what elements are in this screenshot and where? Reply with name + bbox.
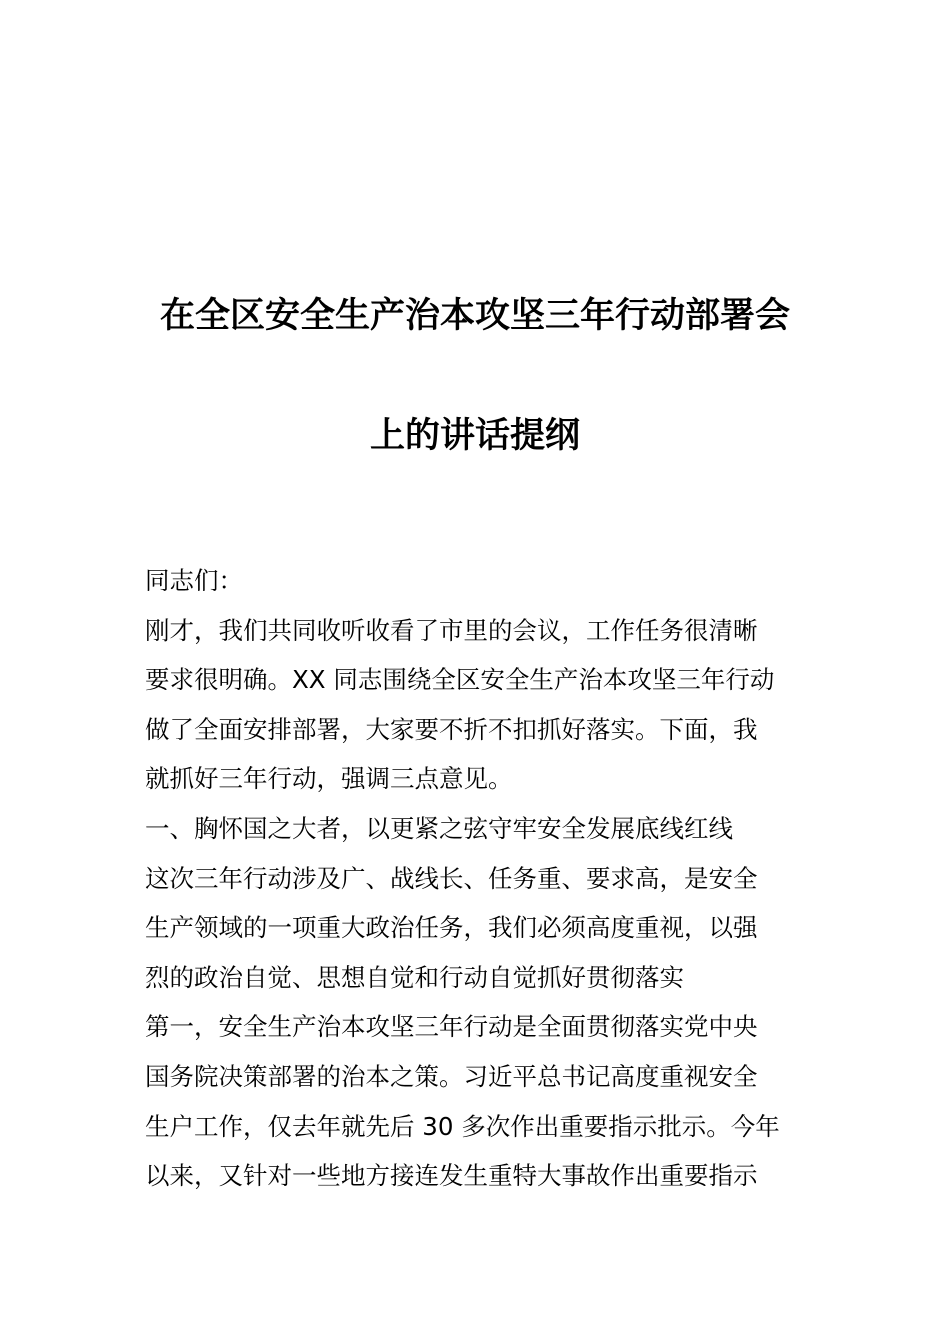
- body-line: 以来，又针对一些地方接连发生重特大事故作出重要指示: [145, 1161, 758, 1191]
- body-line: 烈的政治自觉、思想自觉和行动自觉抓好贯彻落实: [145, 962, 684, 992]
- body-line: 第一，安全生产治本攻坚三年行动是全面贯彻落实党中央: [145, 1012, 758, 1042]
- body-line: 做了全面安排部署，大家要不折不扣抓好落实。下面，我: [145, 714, 758, 744]
- document-title-line-1: 在全区安全生产治本攻坚三年行动部署会: [159, 296, 790, 336]
- body-line: 要求很明确。XX 同志围绕全区安全生产治本攻坚三年行动: [145, 665, 775, 695]
- salutation: 同志们：: [145, 566, 243, 595]
- body-line: 这次三年行动涉及广、战线长、任务重、要求高，是安全: [145, 863, 758, 893]
- document-title-line-2: 上的讲话提纲: [369, 416, 580, 456]
- body-line: 刚才，我们共同收听收看了市里的会议，工作任务很清晰: [145, 615, 758, 645]
- document-body: [145, 556, 809, 1201]
- section-heading: 一、胸怀国之大者，以更紧之弦守牢安全发展底线红线: [145, 813, 733, 843]
- body-line: 生户工作，仅去年就先后 30 多次作出重要指示批示。今年: [145, 1111, 780, 1141]
- body-line: 就抓好三年行动，强调三点意见。: [145, 764, 513, 794]
- body-line: 生产领域的一项重大政治任务，我们必须高度重视，以强: [145, 913, 758, 943]
- body-line: 国务院决策部署的治本之策。习近平总书记高度重视安全: [145, 1061, 758, 1091]
